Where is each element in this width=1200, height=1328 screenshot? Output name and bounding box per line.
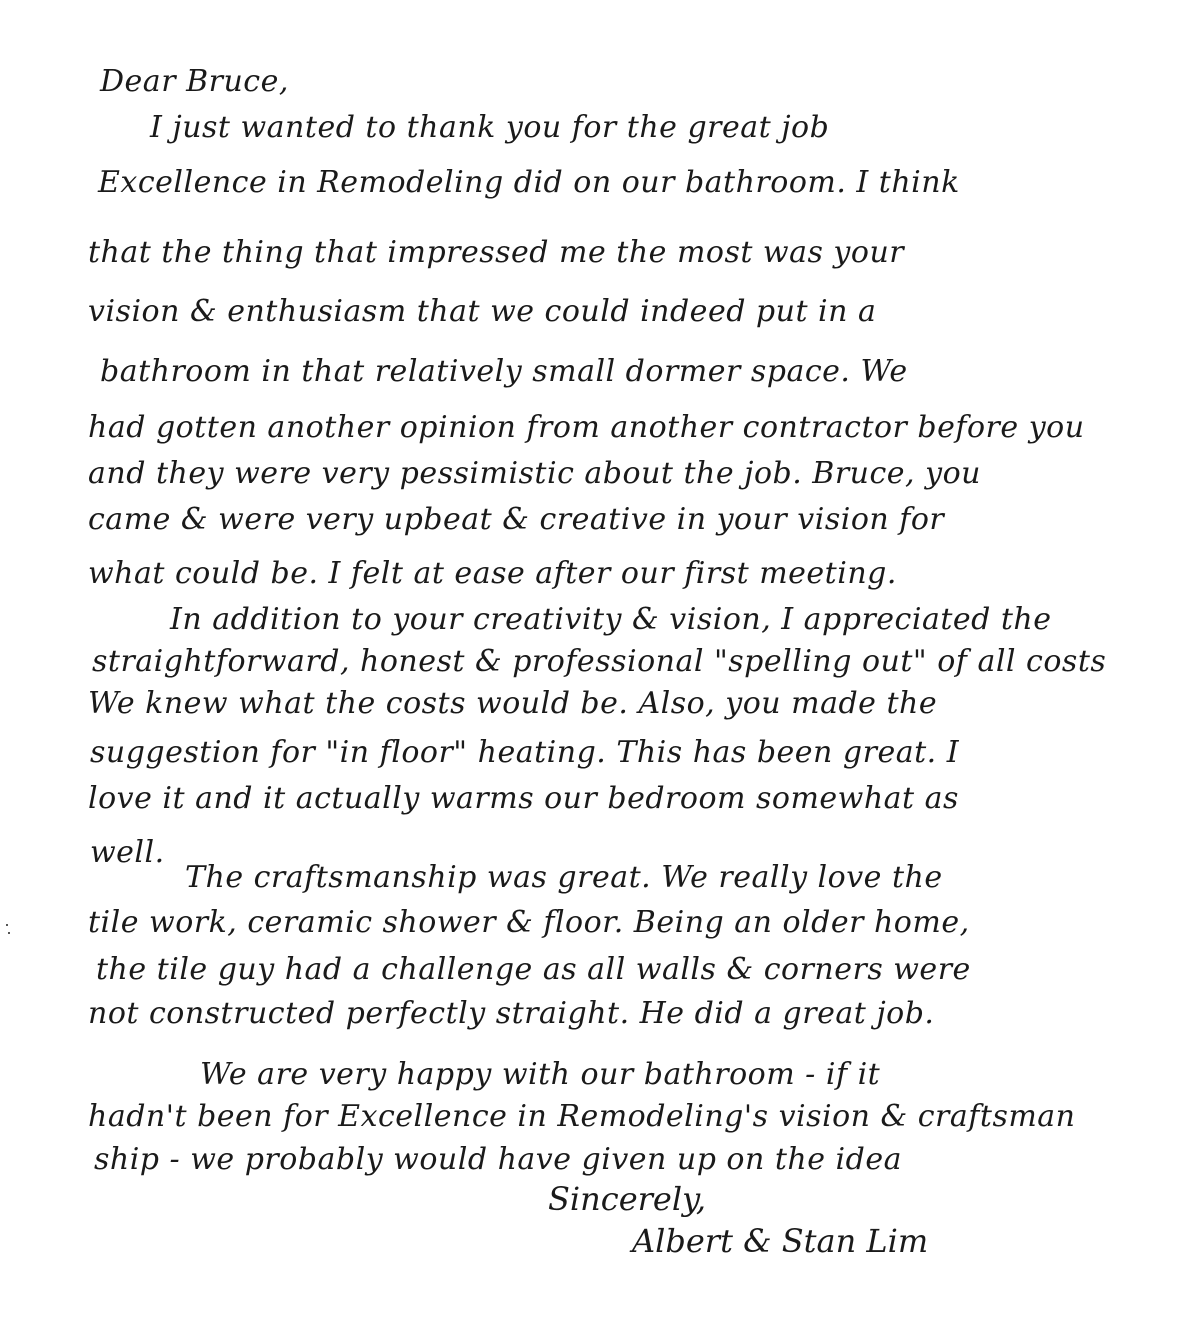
letter-line: We knew what the costs would be. Also, you made the (88, 686, 938, 721)
letter-line: We are very happy with our bathroom - if it (200, 1057, 881, 1092)
letter-line: Excellence in Remodeling did on our bathroom. I think (98, 165, 960, 200)
letter-line: ship - we probably would have given up on the idea (94, 1142, 902, 1177)
letter-line: The craftsmanship was great. We really love the (185, 860, 943, 895)
margin-speck (6, 924, 10, 928)
letter-line: came & were very upbeat & creative in your vision for (88, 502, 945, 537)
letter-line: straightforward, honest & professional "spelling out" of all costs (92, 644, 1107, 679)
letter-line: what could be. I felt at ease after our first meeting. (88, 556, 897, 591)
closing: Sincerely, (548, 1180, 707, 1218)
letter-line: love it and it actually warms our bedroom somewhat as (88, 781, 959, 816)
signature: Albert & Stan Lim (632, 1222, 929, 1260)
letter-line: and they were very pessimistic about the job. Bruce, you (88, 456, 981, 491)
letter-line: tile work, ceramic shower & floor. Being an older home, (88, 905, 970, 940)
letter-line: In addition to your creativity & vision, I appreciated the (170, 602, 1052, 637)
letter-line: vision & enthusiasm that we could indeed put in a (88, 294, 877, 329)
letter-line: the tile guy had a challenge as all walls & corners were (96, 952, 971, 987)
letter-line: not constructed perfectly straight. He did a great job. (88, 996, 935, 1031)
salutation: Dear Bruce, (100, 64, 289, 99)
letter-line: bathroom in that relatively small dormer space. We (100, 354, 908, 389)
letter-line: that the thing that impressed me the most was your (88, 235, 905, 270)
letter-line: had gotten another opinion from another contractor before you (88, 410, 1085, 445)
letter-line: well. (90, 835, 165, 870)
letter-line: suggestion for "in floor" heating. This has been great. I (90, 735, 960, 770)
letter-line: I just wanted to thank you for the great job (150, 110, 830, 145)
letter-line: hadn't been for Excellence in Remodeling's vision & craftsman (88, 1099, 1076, 1134)
